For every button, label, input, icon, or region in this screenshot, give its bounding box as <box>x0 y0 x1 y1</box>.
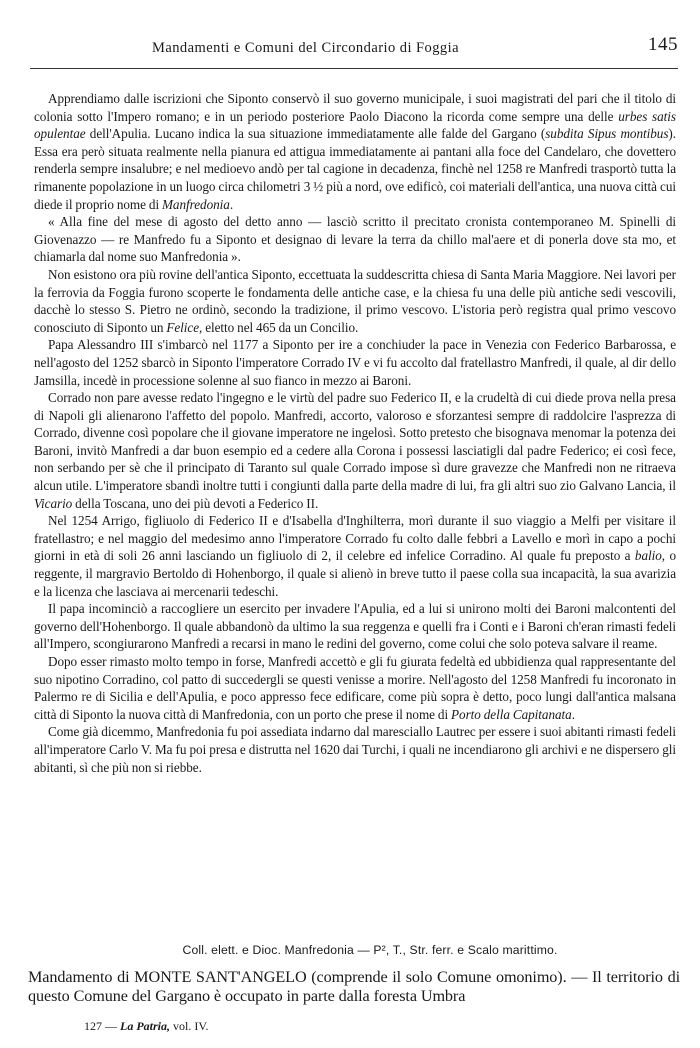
paragraph-text: della Toscana, uno dei più devoti a Federico II. <box>72 495 319 511</box>
paragraph <box>34 653 676 723</box>
italic-text: Manfredonia <box>162 196 230 212</box>
signature-title: La Patria, <box>120 1019 170 1033</box>
page-header <box>30 34 678 62</box>
page-number: 145 <box>648 34 678 55</box>
running-head: Mandamenti e Comuni del Circondario di Foggia <box>152 40 459 56</box>
paragraph <box>34 512 676 600</box>
paragraph <box>34 723 676 776</box>
italic-text: Vicario <box>34 495 73 511</box>
paragraph <box>34 266 676 336</box>
italic-text: subdita Sipus montibus <box>545 126 669 142</box>
section-heading-lead: Mandamento di MONTE SANT'ANGELO <box>28 968 307 986</box>
paragraph <box>34 213 676 266</box>
paragraph-text: . <box>571 706 575 722</box>
italic-text: Porto della Capitanata <box>451 706 572 722</box>
paragraph-text: « Alla fine del mese di agosto del detto anno — lasciò scritto il precitato cronista contemporaneo M. Spinelli di Giovenazzo — re Manfredo fu a Siponto et designao di levare la terra da chillo mal'aere et di ponerla dove sta mo, et chiamarla dal nome suo Manfredonia ». <box>34 214 676 265</box>
paragraph-text: Non esistono ora più rovine dell'antica Siponto, eccettuata la suddescritta chiesa di Santa Maria Maggiore. Nei lavori per la ferrovia da Foggia furono scoperte le fondamenta delle antiche case, e la chiesa fu una delle più antiche sedi vescovili, dacchè lo stesso S. Pietro ne ordinò, secondo la tradizione, il primo vescovo. L'istoria però registra qual primo vescovo conosciuto di Siponto un <box>34 266 676 335</box>
paragraph-text: Corrado non pare avesse redato l'ingegno e le virtù del padre suo Federico II, e la crudeltà di cui diede prova nella presa di Napoli gli alienarono l'affetto del popolo. Manfredi, accorto, valoroso e sforzantesi sempre di raddolcire l'asprezza di Corrado, divenne così popolare che il giovane imperatore ne ingelosì. Sotto pretesto che bisognava menomar la potenza dei Baroni, invitò Manfredi a dar buon esempio ed a cedere alla Corona i possessi lasciatigli dal padre Federico; ei così fece, non serbando per sè che il principato di Taranto sul quale Corrado impose sì dure gravezze che Manfredi non ne ritraeva alcun utile. L'imperatore sbandì inoltre tutti i congiunti dalla parte della madre di lui, fra gli altri suo zio Galvano Lancia, il <box>34 390 676 494</box>
paragraph-text: dell'Apulia. Lucano indica la sua situazione immediatamente alle falde del Gargano ( <box>85 126 546 142</box>
paragraph-text: , eletto nel 465 da un Concilio. <box>199 319 359 335</box>
body-text <box>34 90 676 776</box>
collegio-line: Coll. elett. e Dioc. Manfredonia — P², T., Str. ferr. e Scalo marittimo. <box>182 943 558 957</box>
paragraph <box>34 600 676 653</box>
section-heading <box>28 968 680 1006</box>
paragraph-text: . <box>229 196 234 212</box>
paragraph <box>34 336 676 389</box>
printer-signature <box>84 1019 208 1034</box>
paragraph-text: Apprendiamo dalle iscrizioni che Siponto conservò il suo governo municipale, i suoi magistrati del pari che il titolo di colonia sotto l'Impero romano; e in un periodo posteriore Paolo Diacono la ricorda come sempre una delle <box>34 91 676 124</box>
signature-number: 127 <box>84 1019 102 1033</box>
signature-vol: vol. IV. <box>173 1019 209 1033</box>
signature-dash: — <box>105 1019 117 1033</box>
header-rule <box>30 68 678 69</box>
paragraph-text: Come già dicemmo, Manfredonia fu poi assediata indarno dal maresciallo Lautrec per essere i suoi abitanti rimasti fedeli all'imperatore Carlo V. Ma fu poi presa e distrutta nel 1620 dai Turchi, i quali ne incendiarono gli archivi e ne dispersero gli abitanti, sì che più non si riebbe. <box>34 724 676 775</box>
paragraph <box>34 90 676 213</box>
paragraph-text: Il papa incominciò a raccogliere un esercito per invadere l'Apulia, ed a lui si unirono molti dei Baroni malcontenti del governo dell'Hohenborgo. Il quale abbandonò da ultimo la sua reggenza e quelli fra i Conti e i Baroni ch'eran rimasti fedeli all'Impero, scongiurarono Manfredi a recarsi in mano le redini del governo, come colui che solo poteva salvare il reame. <box>34 601 676 652</box>
paragraph-text: Papa Alessandro III s'imbarcò nel 1177 a Siponto per ire a conchiuder la pace in Venezia con Federico Barbarossa, e nell'agosto del 1252 sbarcò in Siponto l'imperatore Corrado IV e vi fu accolto dal fratellastro Manfredi, il quale, al dir dello Jamsilla, incedè in processione solenne al suo fianco in mezzo ai Baroni. <box>34 337 676 388</box>
italic-text: urbes satis opulentae <box>34 108 676 142</box>
paragraph-text: ). Essa era però situata realmente nella pianura ed attigua immediatamente ai pantani alla foce del Candelaro, che dovettero renderla sempre insalubre; e nel medioevo andò per tal cagione in decadenza, finchè nel 1258 re Manfredi trasportò tutta la rimanente popolazione in un luogo circa chilometri 3 ½ più a nord, ove edificò, coi materiali dell'antica, una nuova città cui diede il proprio nome di <box>34 126 676 212</box>
italic-text: balio <box>634 548 662 564</box>
paragraph-text: , o reggente, il margravio Bertoldo di Hohenborgo, il quale si alienò in breve tutto il paese colla sua incapacità, la sua avarizia e la licenza che lasciava ai mercenarii tedeschi. <box>34 548 676 599</box>
paragraph-text: Nel 1254 Arrigo, figliuolo di Federico II e d'Isabella d'Inghilterra, morì durante il suo viaggio a Melfi per visitare il fratellastro; e nel maggio del medesimo anno l'imperatore Corrado fu colto dalle febbri a Lavello e morì in capo a pochi giorni in età di soli 26 anni lasciando un figliuolo di 2, il celebre ed infelice Corradino. Al quale fu preposto a <box>34 513 676 564</box>
paragraph <box>34 389 676 512</box>
section-heading-rest: (comprende il solo Comune omonimo). — Il territorio di questo Comune del Gargano è occupato in parte dalla foresta Umbra <box>28 968 681 1005</box>
paragraph-text: Dopo esser rimasto molto tempo in forse, Manfredi accettò e gli fu giurata fedeltà ed ubbidienza qual rappresentante del suo nipotino Corradino, col patto di succedergli se questi venisse a morire. Nell'agosto del 1258 Manfredi fu incoronato in Palermo re di Sicilia e dell'Apulia, e poco appresso fece edificare, come più sopra è detto, poco lungi dall'antica malsana città di Siponto la nuova città di Manfredonia, con un porto che prese il nome di <box>34 654 676 722</box>
italic-text: Felice <box>166 319 200 335</box>
